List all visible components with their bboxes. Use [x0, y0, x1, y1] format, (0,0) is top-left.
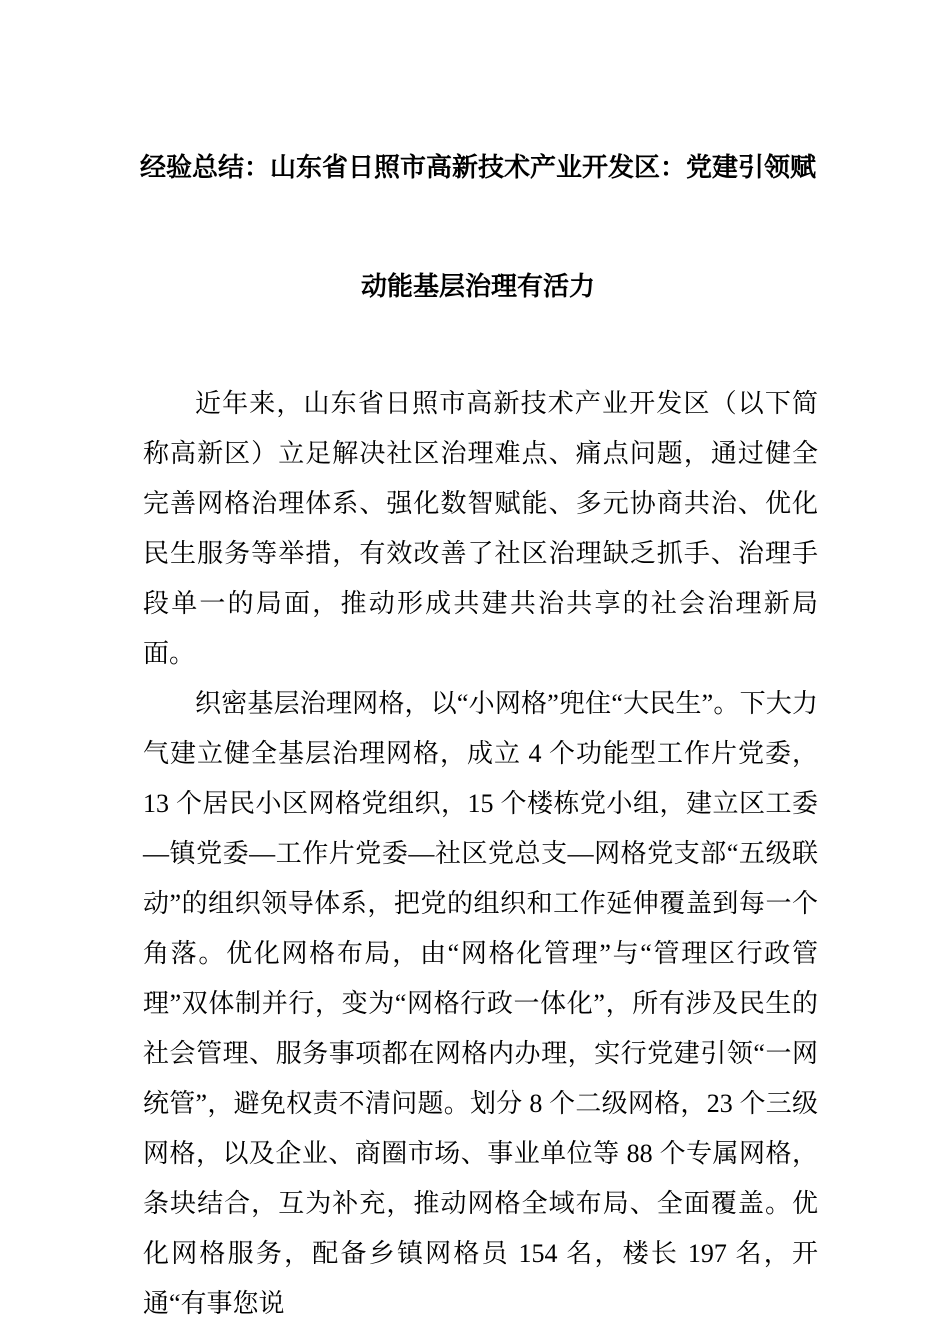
body-paragraph: 织密基层治理网格，以“小网格”兜住“大民生”。下大力气建立健全基层治理网格，成立 4 个功能型工作片党委，13 个居民小区网格党组织，15 个楼栋党小组，建立区工委—镇党委—工作片党委—社区党总支—网格党支部“五级联动”的组织领导体系，把党的组织和工作延伸覆盖到每一个角落。优化网格布局，由“网格化管理”与“管理区行政管理”双体制并行，变为“网格行政一体化”，所有涉及民生的社会管理、服务事项都在网格内办理，实行党建引领“一网统管”，避免权责不清问题。划分 8 个二级网格，23 个三级网格，以及企业、商圈市场、事业单位等 88 个专属网格，条块结合，互为补充，推动网格全域布局、全面覆盖。优化网格服务，配备乡镇网格员 154 名，楼长 197 名，开通“有事您说 [143, 689, 818, 1318]
document-body [143, 379, 818, 1329]
document-title-line1: 经验总结：山东省日照市高新技术产业开发区：党建引领赋 [139, 153, 816, 182]
body-paragraph: 近年来，山东省日照市高新技术产业开发区（以下简称高新区）立足解决社区治理难点、痛点问题，通过健全完善网格治理体系、强化数智赋能、多元协商共治、优化民生服务等举措，有效改善了社区治理缺乏抓手、治理手段单一的局面，推动形成共建共治共享的社会治理新局面。 [143, 389, 818, 668]
document-title-line2: 动能基层治理有活力 [360, 272, 595, 301]
